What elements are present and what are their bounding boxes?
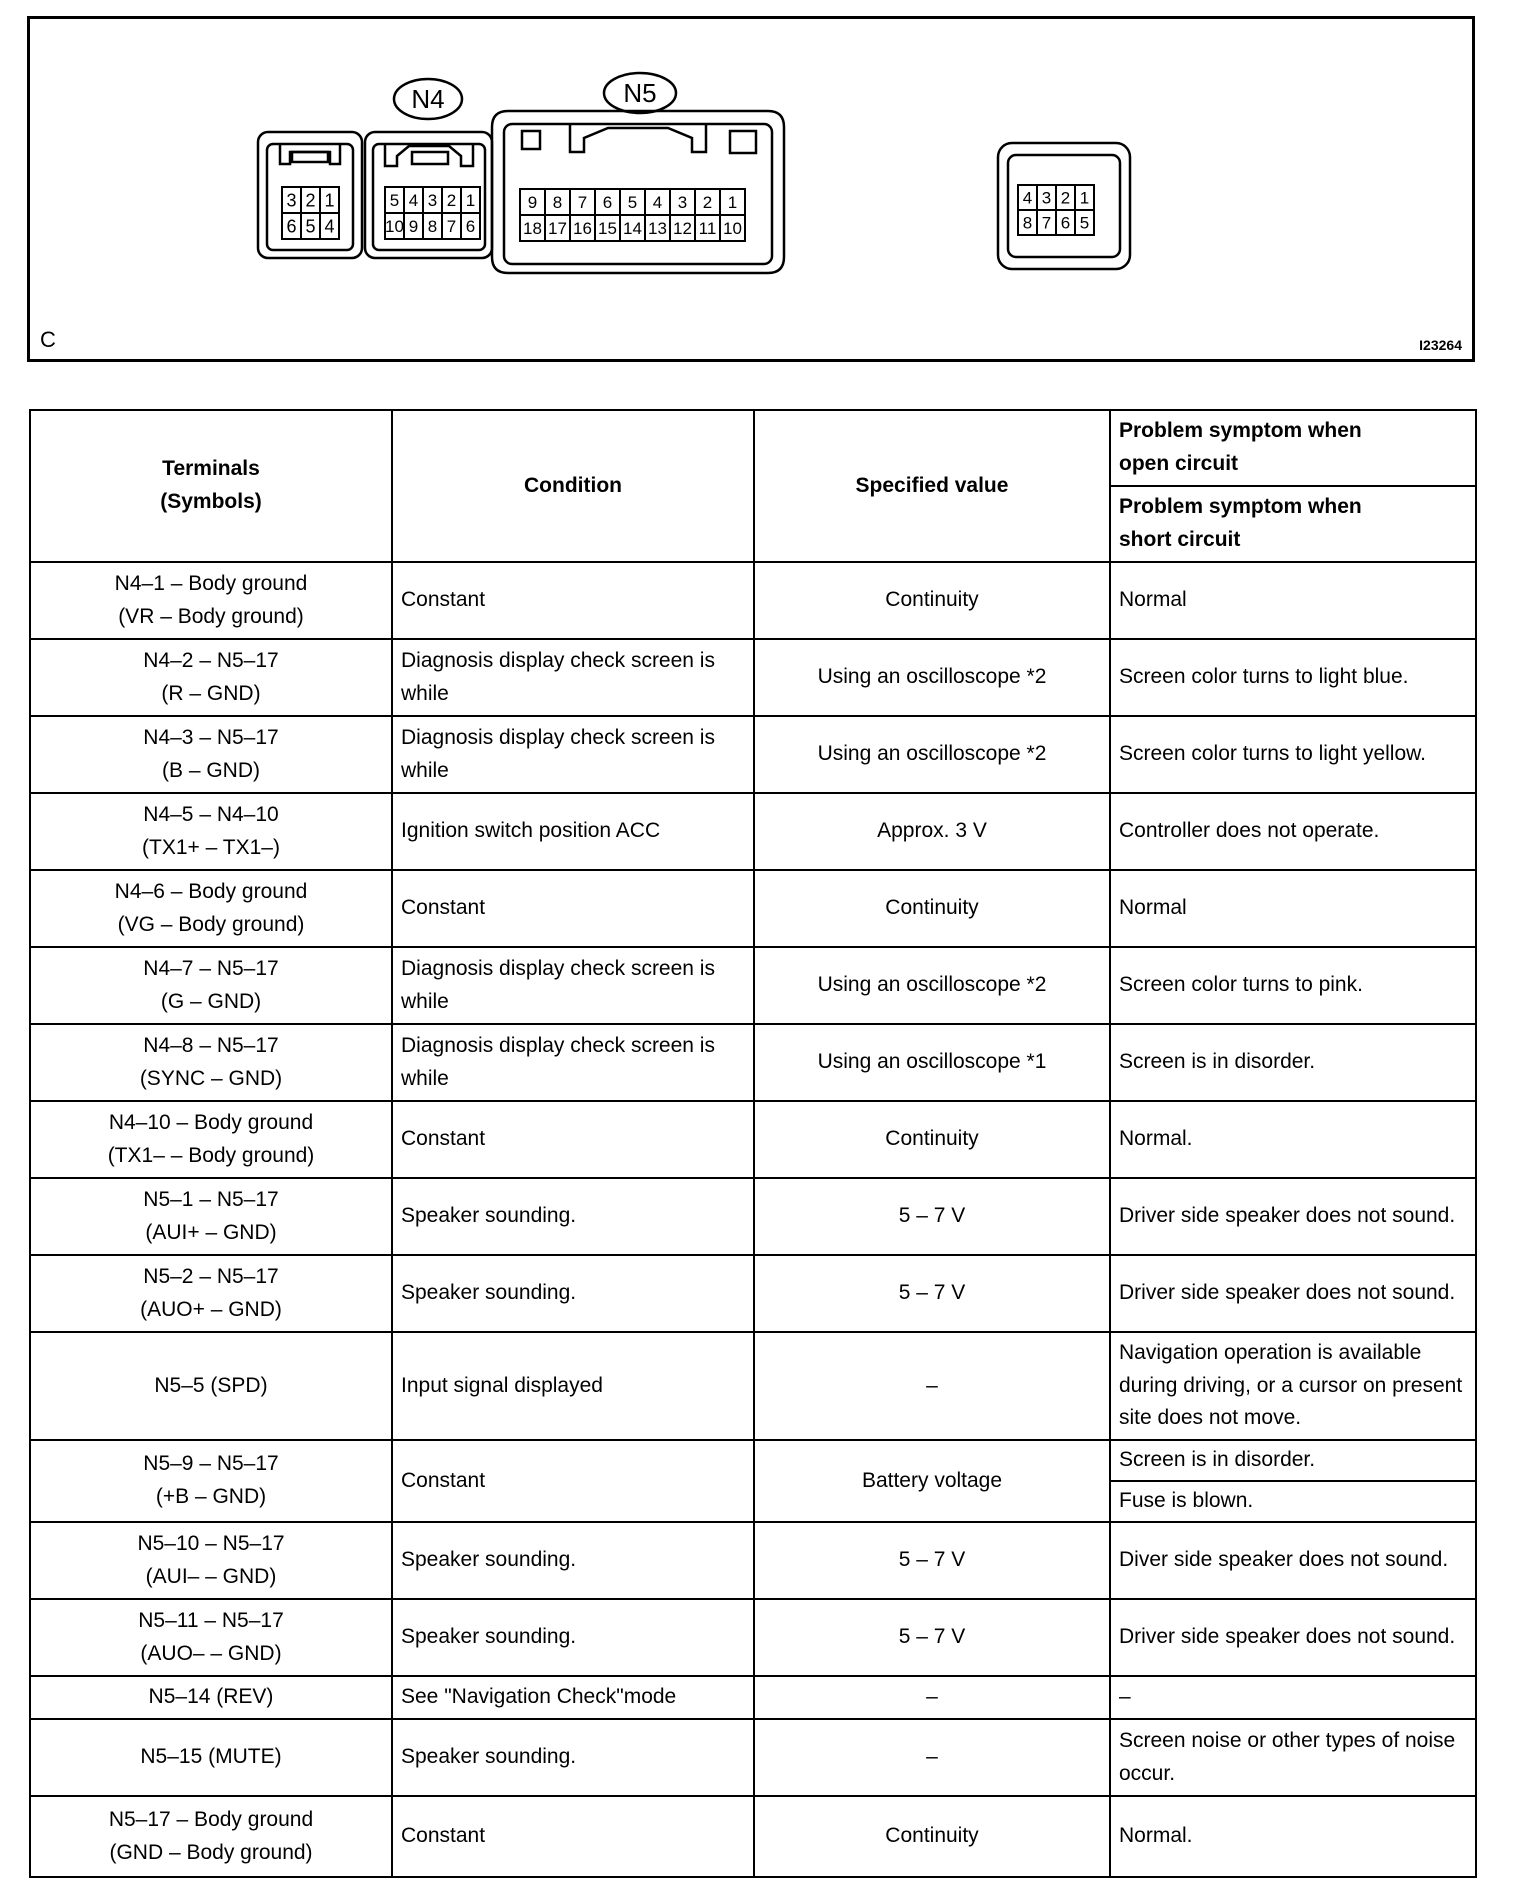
symptom-cell: Normal [1110, 870, 1476, 947]
terminal-cell: N5–15 (MUTE) [30, 1719, 392, 1796]
condition-cell: Speaker sounding. [392, 1178, 754, 1255]
condition-cell: Input signal displayed [392, 1332, 754, 1440]
pin-number: 3 [286, 190, 297, 211]
value-cell: Continuity [754, 870, 1110, 947]
value-cell: 5 – 7 V [754, 1178, 1110, 1255]
pin-number: 4 [324, 216, 335, 237]
table-body [30, 562, 1476, 1877]
symptom-cell: Normal [1110, 562, 1476, 639]
pin-number: 11 [698, 219, 717, 239]
connector-n4 [365, 132, 492, 258]
table-row [30, 870, 1476, 947]
symptom-cell: Screen color turns to light blue. [1110, 639, 1476, 716]
pin-number: 3 [1041, 188, 1052, 208]
value-cell: Continuity [754, 562, 1110, 639]
condition-cell: Constant [392, 870, 754, 947]
terminal-cell: N5–1 – N5–17 (AUI+ – GND) [30, 1178, 392, 1255]
header-condition: Condition [392, 410, 754, 562]
condition-cell: Diagnosis display check screen is while [392, 1024, 754, 1101]
connector-drawing [30, 19, 1472, 359]
pin-number: 5 [627, 193, 638, 213]
pin-number: 2 [446, 191, 457, 211]
value-cell: – [754, 1332, 1110, 1440]
pin-number: 8 [1022, 213, 1033, 233]
value-cell: Using an oscilloscope *2 [754, 947, 1110, 1024]
value-cell: Battery voltage [754, 1440, 1110, 1522]
table-row [30, 1178, 1476, 1255]
header-terminals: Terminals (Symbols) [30, 410, 392, 562]
condition-cell: Constant [392, 1101, 754, 1178]
pin-number: 9 [408, 217, 419, 237]
table-row [30, 1440, 1476, 1481]
condition-cell: Constant [392, 562, 754, 639]
connector-right [998, 143, 1130, 269]
pin-number: 18 [523, 219, 542, 239]
n4-label: N4 [411, 84, 445, 114]
terminal-cell: N4–6 – Body ground (VG – Body ground) [30, 870, 392, 947]
pin-number: 6 [465, 217, 476, 237]
pin-number: 4 [408, 191, 419, 211]
figure-id: I23264 [1419, 337, 1462, 353]
table-row [30, 1332, 1476, 1440]
pin-number: 13 [648, 219, 667, 239]
value-cell: 5 – 7 V [754, 1599, 1110, 1676]
terminal-cell: N4–10 – Body ground (TX1– – Body ground) [30, 1101, 392, 1178]
terminal-spec-table [29, 409, 1477, 1878]
condition-cell: Speaker sounding. [392, 1255, 754, 1332]
value-cell: Continuity [754, 1796, 1110, 1877]
symptom-cell: Screen noise or other types of noise occur. [1110, 1719, 1476, 1796]
symptom-open-cell: Screen is in disorder. [1110, 1440, 1476, 1481]
terminal-cell: N5–5 (SPD) [30, 1332, 392, 1440]
symptom-cell: Screen color turns to light yellow. [1110, 716, 1476, 793]
symptom-cell: Navigation operation is available during driving, or a cursor on present site does not move. [1110, 1332, 1476, 1440]
pin-number: 6 [1060, 213, 1071, 233]
table-row [30, 1676, 1476, 1719]
value-cell: Continuity [754, 1101, 1110, 1178]
pin-number: 5 [389, 191, 400, 211]
condition-cell: See "Navigation Check"mode [392, 1676, 754, 1719]
symptom-cell: Driver side speaker does not sound. [1110, 1599, 1476, 1676]
pin-number: 16 [573, 219, 592, 239]
pin-number: 5 [1079, 213, 1090, 233]
terminal-cell: N5–11 – N5–17 (AUO– – GND) [30, 1599, 392, 1676]
pin-number: 15 [598, 219, 617, 239]
table-row [30, 562, 1476, 639]
table-row [30, 1719, 1476, 1796]
pin-number: 1 [727, 193, 738, 213]
value-cell: 5 – 7 V [754, 1255, 1110, 1332]
terminal-cell: N5–10 – N5–17 (AUI– – GND) [30, 1522, 392, 1599]
table-row [30, 947, 1476, 1024]
connector-small-left [258, 132, 362, 258]
pin-number: 1 [1079, 188, 1090, 208]
pin-number: 8 [552, 193, 563, 213]
condition-cell: Ignition switch position ACC [392, 793, 754, 870]
table-row [30, 639, 1476, 716]
symptom-cell: – [1110, 1676, 1476, 1719]
condition-cell: Diagnosis display check screen is while [392, 639, 754, 716]
terminal-cell: N5–17 – Body ground (GND – Body ground) [30, 1796, 392, 1877]
table-row [30, 1024, 1476, 1101]
pin-number: 9 [527, 193, 538, 213]
symptom-cell: Screen is in disorder. [1110, 1024, 1476, 1101]
condition-cell: Constant [392, 1796, 754, 1877]
condition-cell: Speaker sounding. [392, 1522, 754, 1599]
terminal-cell: N4–1 – Body ground (VR – Body ground) [30, 562, 392, 639]
terminal-cell: N4–5 – N4–10 (TX1+ – TX1–) [30, 793, 392, 870]
header-short-circuit: Problem symptom when short circuit [1110, 486, 1476, 562]
pin-number: 14 [623, 219, 642, 239]
pin-number: 17 [548, 219, 567, 239]
pin-number: 7 [446, 217, 457, 237]
symptom-cell: Normal. [1110, 1796, 1476, 1877]
pin-number: 2 [305, 190, 316, 211]
condition-cell: Speaker sounding. [392, 1599, 754, 1676]
pin-number: 4 [652, 193, 663, 213]
value-cell: – [754, 1719, 1110, 1796]
symptom-cell: Driver side speaker does not sound. [1110, 1178, 1476, 1255]
pin-number: 2 [702, 193, 713, 213]
symptom-cell: Screen color turns to pink. [1110, 947, 1476, 1024]
value-cell: 5 – 7 V [754, 1522, 1110, 1599]
connector-diagram [27, 16, 1475, 362]
pin-number: 5 [305, 216, 316, 237]
pin-number: 1 [465, 191, 476, 211]
terminal-cell: N5–9 – N5–17 (+B – GND) [30, 1440, 392, 1522]
terminal-cell: N4–8 – N5–17 (SYNC – GND) [30, 1024, 392, 1101]
table-row [30, 1796, 1476, 1877]
pin-number: 6 [602, 193, 613, 213]
table-row [30, 1522, 1476, 1599]
terminal-cell: N5–14 (REV) [30, 1676, 392, 1719]
table-row [30, 1101, 1476, 1178]
condition-cell: Diagnosis display check screen is while [392, 716, 754, 793]
symptom-cell: Normal. [1110, 1101, 1476, 1178]
header-open-circuit: Problem symptom when open circuit [1110, 410, 1476, 486]
pin-number: 10 [723, 219, 742, 239]
corner-letter: C [40, 327, 56, 352]
symptom-cell: Controller does not operate. [1110, 793, 1476, 870]
pin-number: 7 [1041, 213, 1052, 233]
connector-n5 [492, 111, 784, 273]
table-row [30, 1255, 1476, 1332]
symptom-cell: Driver side speaker does not sound. [1110, 1255, 1476, 1332]
value-cell: Using an oscilloscope *1 [754, 1024, 1110, 1101]
terminal-cell: N4–2 – N5–17 (R – GND) [30, 639, 392, 716]
value-cell: – [754, 1676, 1110, 1719]
pin-number: 7 [577, 193, 588, 213]
pin-number: 8 [427, 217, 438, 237]
terminal-cell: N5–2 – N5–17 (AUO+ – GND) [30, 1255, 392, 1332]
table-row [30, 716, 1476, 793]
pin-number: 10 [385, 217, 404, 237]
condition-cell: Constant [392, 1440, 754, 1522]
pin-number: 3 [677, 193, 688, 213]
n5-label: N5 [623, 78, 657, 108]
table-row [30, 1599, 1476, 1676]
terminal-cell: N4–3 – N5–17 (B – GND) [30, 716, 392, 793]
table-row [30, 793, 1476, 870]
symptom-short-cell: Fuse is blown. [1110, 1481, 1476, 1522]
pin-number: 4 [1022, 188, 1033, 208]
value-cell: Approx. 3 V [754, 793, 1110, 870]
condition-cell: Speaker sounding. [392, 1719, 754, 1796]
symptom-cell: Diver side speaker does not sound. [1110, 1522, 1476, 1599]
pin-number: 12 [673, 219, 692, 239]
pin-number: 3 [427, 191, 438, 211]
pin-number: 6 [286, 216, 297, 237]
pin-number: 2 [1060, 188, 1071, 208]
value-cell: Using an oscilloscope *2 [754, 716, 1110, 793]
value-cell: Using an oscilloscope *2 [754, 639, 1110, 716]
header-specified-value: Specified value [754, 410, 1110, 562]
condition-cell: Diagnosis display check screen is while [392, 947, 754, 1024]
terminal-cell: N4–7 – N5–17 (G – GND) [30, 947, 392, 1024]
pin-number: 1 [324, 190, 335, 211]
